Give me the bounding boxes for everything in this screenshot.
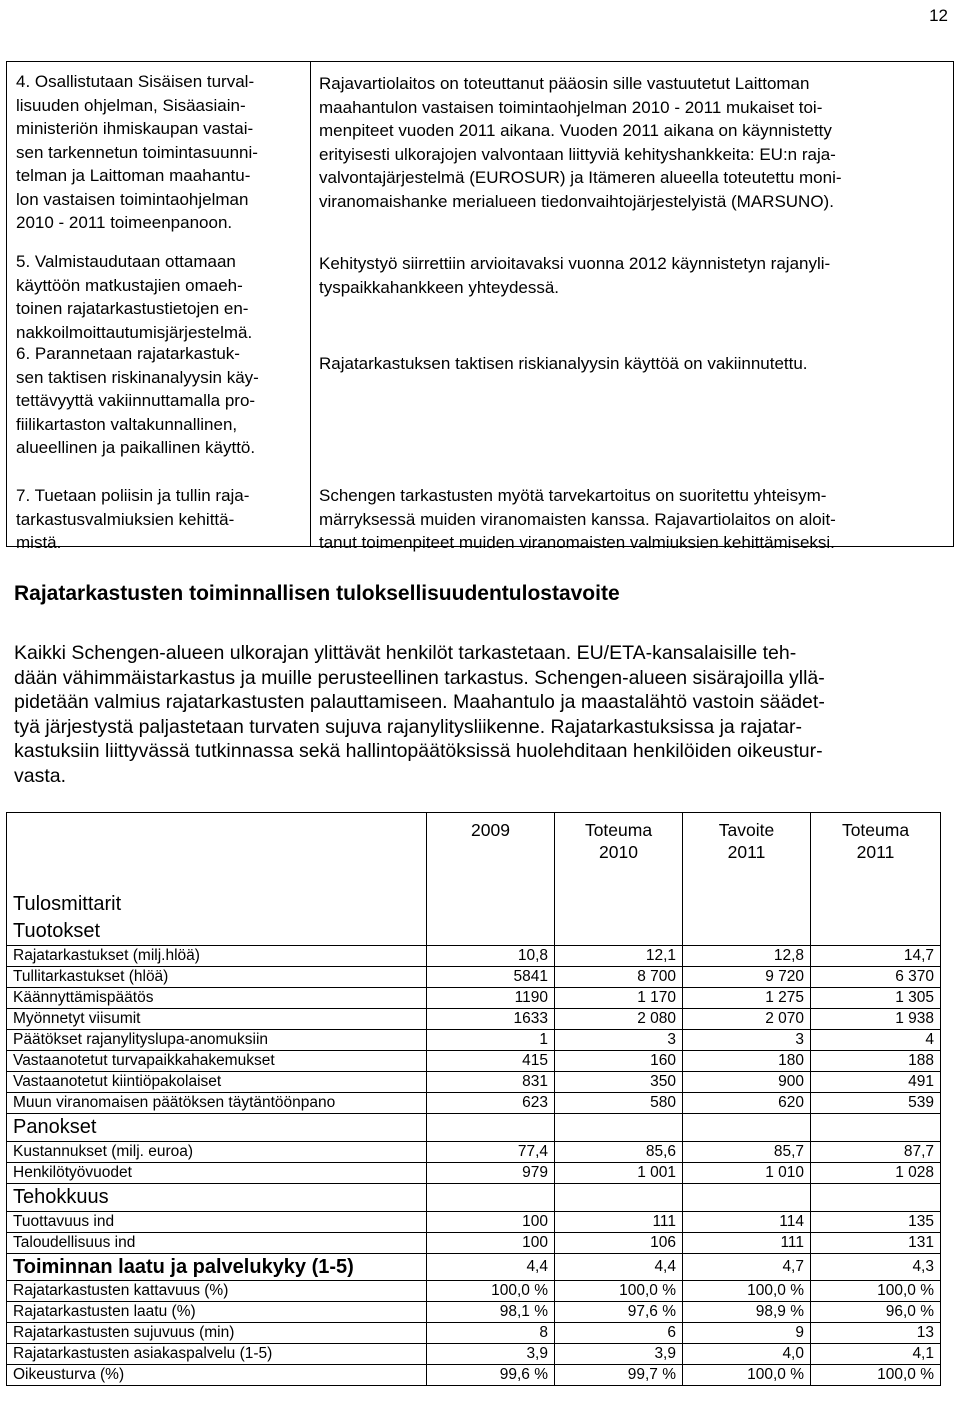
result-item: [319, 252, 830, 299]
text-line: alueellinen ja paikallinen käyttö.: [16, 438, 256, 457]
column-header: [555, 813, 683, 892]
blank-cell: [555, 1114, 683, 1142]
value-cell: 620: [683, 1093, 811, 1114]
value-cell: 3: [555, 1030, 683, 1051]
table-row: [7, 1163, 941, 1184]
text-line: maahantulon vastaisen toimintaohjelman 2010 - 2011 mukaiset toi-: [319, 97, 823, 117]
text-line: käyttöön matkustajien omaeh-: [16, 275, 243, 295]
value-cell: 13: [811, 1323, 941, 1344]
measure-item: [16, 250, 252, 344]
blank-cell: [427, 1184, 555, 1212]
blank-cell: [683, 1184, 811, 1212]
value-cell: 3: [683, 1030, 811, 1051]
value-cell: 4,0: [683, 1344, 811, 1365]
value-cell: 100,0 %: [555, 1281, 683, 1302]
table-row: [7, 1281, 941, 1302]
column-header: [427, 813, 555, 892]
text-line: tettävyyttä vakiinnuttamalla pro-: [16, 391, 256, 410]
value-cell: 8 700: [555, 967, 683, 988]
group-label: Panokset: [7, 1114, 427, 1142]
quality-label: Toiminnan laatu ja palvelukyky (1-5): [7, 1254, 427, 1281]
value-cell: 111: [683, 1233, 811, 1254]
row-label: Tullitarkastukset (hlöä): [7, 967, 427, 988]
table-row: [7, 1212, 941, 1233]
value-cell: 1 938: [811, 1009, 941, 1030]
blank-cell: [427, 918, 555, 946]
value-cell: 491: [811, 1072, 941, 1093]
value-cell: 1 170: [555, 988, 683, 1009]
table-row: [7, 1344, 941, 1365]
value-cell: 1 028: [811, 1163, 941, 1184]
value-cell: 9 720: [683, 967, 811, 988]
text-line: 5. Valmistaudutaan ottamaan: [16, 252, 236, 271]
value-cell: 99,6 %: [427, 1365, 555, 1386]
text-line: 2010 - 2011 toimeenpanoon.: [16, 213, 233, 232]
value-cell: 3,9: [555, 1344, 683, 1365]
table-group-row: [7, 1184, 941, 1212]
value-cell: 100: [427, 1212, 555, 1233]
value-cell: 4,4: [427, 1254, 555, 1281]
result-item: [319, 484, 836, 555]
text-line: 4. Osallistutaan Sisäisen turval-: [16, 72, 255, 91]
value-cell: 979: [427, 1163, 555, 1184]
row-label: Muun viranomaisen päätöksen täytäntöönpano: [7, 1093, 427, 1114]
table-row: [7, 967, 941, 988]
value-cell: 2 080: [555, 1009, 683, 1030]
text-line: lisuuden ohjelman, Sisäasiain-: [16, 95, 246, 115]
row-label: Oikeusturva (%): [7, 1365, 427, 1386]
value-cell: 87,7: [811, 1142, 941, 1163]
value-cell: 539: [811, 1093, 941, 1114]
value-cell: 100,0 %: [683, 1281, 811, 1302]
blank-cell: [683, 891, 811, 918]
value-cell: 10,8: [427, 946, 555, 967]
table-row: [7, 1302, 941, 1323]
text-line: toinen rajatarkastustietojen en-: [16, 299, 249, 318]
value-cell: 6: [555, 1323, 683, 1344]
value-cell: 135: [811, 1212, 941, 1233]
text-line: ministeriön ihmiskaupan vastai-: [16, 119, 254, 138]
value-cell: 1633: [427, 1009, 555, 1030]
table-header-row: [7, 813, 941, 892]
value-cell: 1 010: [683, 1163, 811, 1184]
value-cell: 2 070: [683, 1009, 811, 1030]
group-label: Tehokkuus: [7, 1184, 427, 1212]
measures-table: [6, 61, 954, 552]
header-line: Toteuma: [584, 820, 653, 840]
value-cell: 160: [555, 1051, 683, 1072]
result-item: [319, 352, 808, 376]
value-cell: 4,1: [811, 1344, 941, 1365]
text-line: fiilikartaston valtakunnallinen,: [16, 414, 238, 434]
value-cell: 114: [683, 1212, 811, 1233]
row-label: Taloudellisuus ind: [7, 1233, 427, 1254]
paragraph-line: tyä järjestystä paljastetaan turvaten sujuva rajanylitysliikenne. Rajatarkastuksissa ja rajatar-: [14, 715, 802, 738]
table-row: [7, 1030, 941, 1051]
column-divider: [310, 62, 311, 546]
text-line: lon vastaisen toimintaohjelman: [16, 189, 249, 209]
row-label: Vastaanotetut kiintiöpakolaiset: [7, 1072, 427, 1093]
row-label: Päätökset rajanylityslupa-anomuksiin: [7, 1030, 427, 1051]
table-row: [7, 1365, 941, 1386]
quality-row: [7, 1254, 941, 1281]
value-cell: 6 370: [811, 967, 941, 988]
blank-cell: [811, 1184, 941, 1212]
text-line: telman ja Laittoman maahantu-: [16, 166, 251, 185]
table-row: [7, 1093, 941, 1114]
value-cell: 100,0 %: [811, 1365, 941, 1386]
value-cell: 131: [811, 1233, 941, 1254]
text-line: 6. Parannetaan rajatarkastuk-: [16, 344, 240, 363]
value-cell: 3,9: [427, 1344, 555, 1365]
blank-cell: [683, 918, 811, 946]
value-cell: 85,6: [555, 1142, 683, 1163]
measure-item: [16, 342, 259, 460]
table-group-row: [7, 918, 941, 946]
value-cell: 623: [427, 1093, 555, 1114]
value-cell: 8: [427, 1323, 555, 1344]
header-line: 2011: [856, 842, 895, 862]
value-cell: 96,0 %: [811, 1302, 941, 1323]
text-line: tanut toimenpiteet muiden viranomaisten valmiuksien kehittämiseksi.: [319, 533, 835, 552]
blank-cell: [811, 1114, 941, 1142]
paragraph-line: pidetään valmius rajatarkastusten palauttamiseen. Maahantulo ja maastalähtö vastoin säädet-: [14, 691, 825, 713]
paragraph-line: vasta.: [14, 764, 67, 787]
table-row: [7, 1233, 941, 1254]
value-cell: 1 275: [683, 988, 811, 1009]
value-cell: 77,4: [427, 1142, 555, 1163]
value-cell: 580: [555, 1093, 683, 1114]
text-line: viranomaishanke merialueen tiedonvaihtojärjestelyistä (MARSUNO).: [319, 191, 834, 211]
text-line: sen tarkennetun toimintasuunni-: [16, 142, 258, 162]
row-label: Rajatarkastusten sujuvuus (min): [7, 1323, 427, 1344]
column-header: [811, 813, 941, 892]
table-row: [7, 988, 941, 1009]
header-line: 2009: [471, 820, 510, 840]
text-line: Kehitystyö siirrettiin arvioitavaksi vuonna 2012 käynnistetyn rajanyli-: [319, 254, 831, 273]
value-cell: 85,7: [683, 1142, 811, 1163]
value-cell: 111: [555, 1212, 683, 1233]
value-cell: 1190: [427, 988, 555, 1009]
text-line: menpiteet vuoden 2011 aikana. Vuoden 2011 aikana on käynnistetty: [319, 121, 832, 140]
table-row: [7, 946, 941, 967]
text-line: erityisesti ulkorajojen valvontaan liittyviä kehityshankkeita: EU:n raja-: [319, 144, 836, 164]
value-cell: 100: [427, 1233, 555, 1254]
value-cell: 12,8: [683, 946, 811, 967]
value-cell: 98,9 %: [683, 1302, 811, 1323]
text-line: mistä.: [16, 533, 62, 552]
header-line: 2010: [599, 842, 638, 862]
value-cell: 350: [555, 1072, 683, 1093]
header-blank-cell: [7, 813, 427, 892]
blank-cell: [555, 891, 683, 918]
table-title-row: [7, 891, 941, 918]
header-line: Tavoite: [718, 820, 775, 840]
value-cell: 12,1: [555, 946, 683, 967]
table-row: [7, 1009, 941, 1030]
value-cell: 180: [683, 1051, 811, 1072]
blank-cell: [683, 1114, 811, 1142]
section-title: Rajatarkastusten toiminnallisen tuloksellisuudentulostavoite: [14, 582, 620, 605]
blank-cell: [811, 918, 941, 946]
table-title: Tulosmittarit: [7, 891, 427, 918]
section-paragraph: [14, 641, 944, 788]
value-cell: 831: [427, 1072, 555, 1093]
group-label: Tuotokset: [7, 918, 427, 946]
value-cell: 4,7: [683, 1254, 811, 1281]
value-cell: 4: [811, 1030, 941, 1051]
text-line: 7. Tuetaan poliisin ja tullin raja-: [16, 486, 250, 505]
paragraph-line: dään vähimmäistarkastus ja muille perusteellinen tarkastus. Schengen-alueen sisärajoilla yllä-: [14, 666, 825, 689]
value-cell: 1 001: [555, 1163, 683, 1184]
blank-cell: [427, 1114, 555, 1142]
text-line: märryksessä muiden viranomaisten kanssa. Rajavartiolaitos on aloit-: [319, 509, 836, 529]
value-cell: 99,7 %: [555, 1365, 683, 1386]
row-label: Rajatarkastusten laatu (%): [7, 1302, 427, 1323]
value-cell: 4,3: [811, 1254, 941, 1281]
measure-item: [16, 70, 258, 235]
row-label: Henkilötyövuodet: [7, 1163, 427, 1184]
value-cell: 4,4: [555, 1254, 683, 1281]
column-header: [683, 813, 811, 892]
paragraph-line: kastuksiin liittyvässä tutkinnassa sekä hallintopäätöksissä huolehditaan henkilöiden oikeustur-: [14, 740, 823, 762]
value-cell: 100,0 %: [427, 1281, 555, 1302]
value-cell: 188: [811, 1051, 941, 1072]
text-line: Schengen tarkastusten myötä tarvekartoitus on suoritettu yhteisym-: [319, 486, 827, 505]
row-label: Kustannukset (milj. euroa): [7, 1142, 427, 1163]
value-cell: 14,7: [811, 946, 941, 967]
table-row: [7, 1323, 941, 1344]
row-label: Käännyttämispäätös: [7, 988, 427, 1009]
header-line: 2011: [727, 842, 766, 862]
blank-cell: [427, 891, 555, 918]
text-line: tyspaikkahankkeen yhteydessä.: [319, 277, 560, 297]
row-label: Myönnetyt viisumit: [7, 1009, 427, 1030]
table-group-row: [7, 1114, 941, 1142]
value-cell: 1: [427, 1030, 555, 1051]
measure-item: [16, 484, 249, 555]
value-cell: 106: [555, 1233, 683, 1254]
row-label: Tuottavuus ind: [7, 1212, 427, 1233]
value-cell: 100,0 %: [811, 1281, 941, 1302]
performance-table: [6, 812, 941, 1386]
value-cell: 5841: [427, 967, 555, 988]
paragraph-line: Kaikki Schengen-alueen ulkorajan ylittävät henkilöt tarkastetaan. EU/ETA-kansalaisille teh-: [14, 642, 797, 664]
row-label: Rajatarkastusten kattavuus (%): [7, 1281, 427, 1302]
text-line: tarkastusvalmiuksien kehittä-: [16, 509, 235, 529]
text-line: nakkoilmoittautumisjärjestelmä.: [16, 322, 253, 342]
value-cell: 415: [427, 1051, 555, 1072]
value-cell: 900: [683, 1072, 811, 1093]
value-cell: 97,6 %: [555, 1302, 683, 1323]
table-row: [7, 1072, 941, 1093]
blank-cell: [811, 891, 941, 918]
text-line: sen taktisen riskinanalyysin käy-: [16, 367, 259, 387]
text-line: valvontajärjestelmä (EUROSUR) ja Itämeren alueella toteutettu moni-: [319, 168, 842, 187]
text-line: Rajatarkastuksen taktisen riskianalyysin käyttöä on vakiinnutettu.: [319, 354, 808, 373]
result-item: [319, 72, 842, 213]
table-row: [7, 1142, 941, 1163]
blank-cell: [555, 1184, 683, 1212]
table-row: [7, 1051, 941, 1072]
value-cell: 9: [683, 1323, 811, 1344]
row-label: Rajatarkastukset (milj.hlöä): [7, 946, 427, 967]
value-cell: 1 305: [811, 988, 941, 1009]
value-cell: 98,1 %: [427, 1302, 555, 1323]
page-number: 12: [929, 6, 948, 25]
text-line: Rajavartiolaitos on toteuttanut pääosin sille vastuutetut Laittoman: [319, 74, 810, 93]
header-line: Toteuma: [841, 820, 910, 840]
blank-cell: [555, 918, 683, 946]
row-label: Rajatarkastusten asiakaspalvelu (1-5): [7, 1344, 427, 1365]
value-cell: 100,0 %: [683, 1365, 811, 1386]
row-label: Vastaanotetut turvapaikkahakemukset: [7, 1051, 427, 1072]
